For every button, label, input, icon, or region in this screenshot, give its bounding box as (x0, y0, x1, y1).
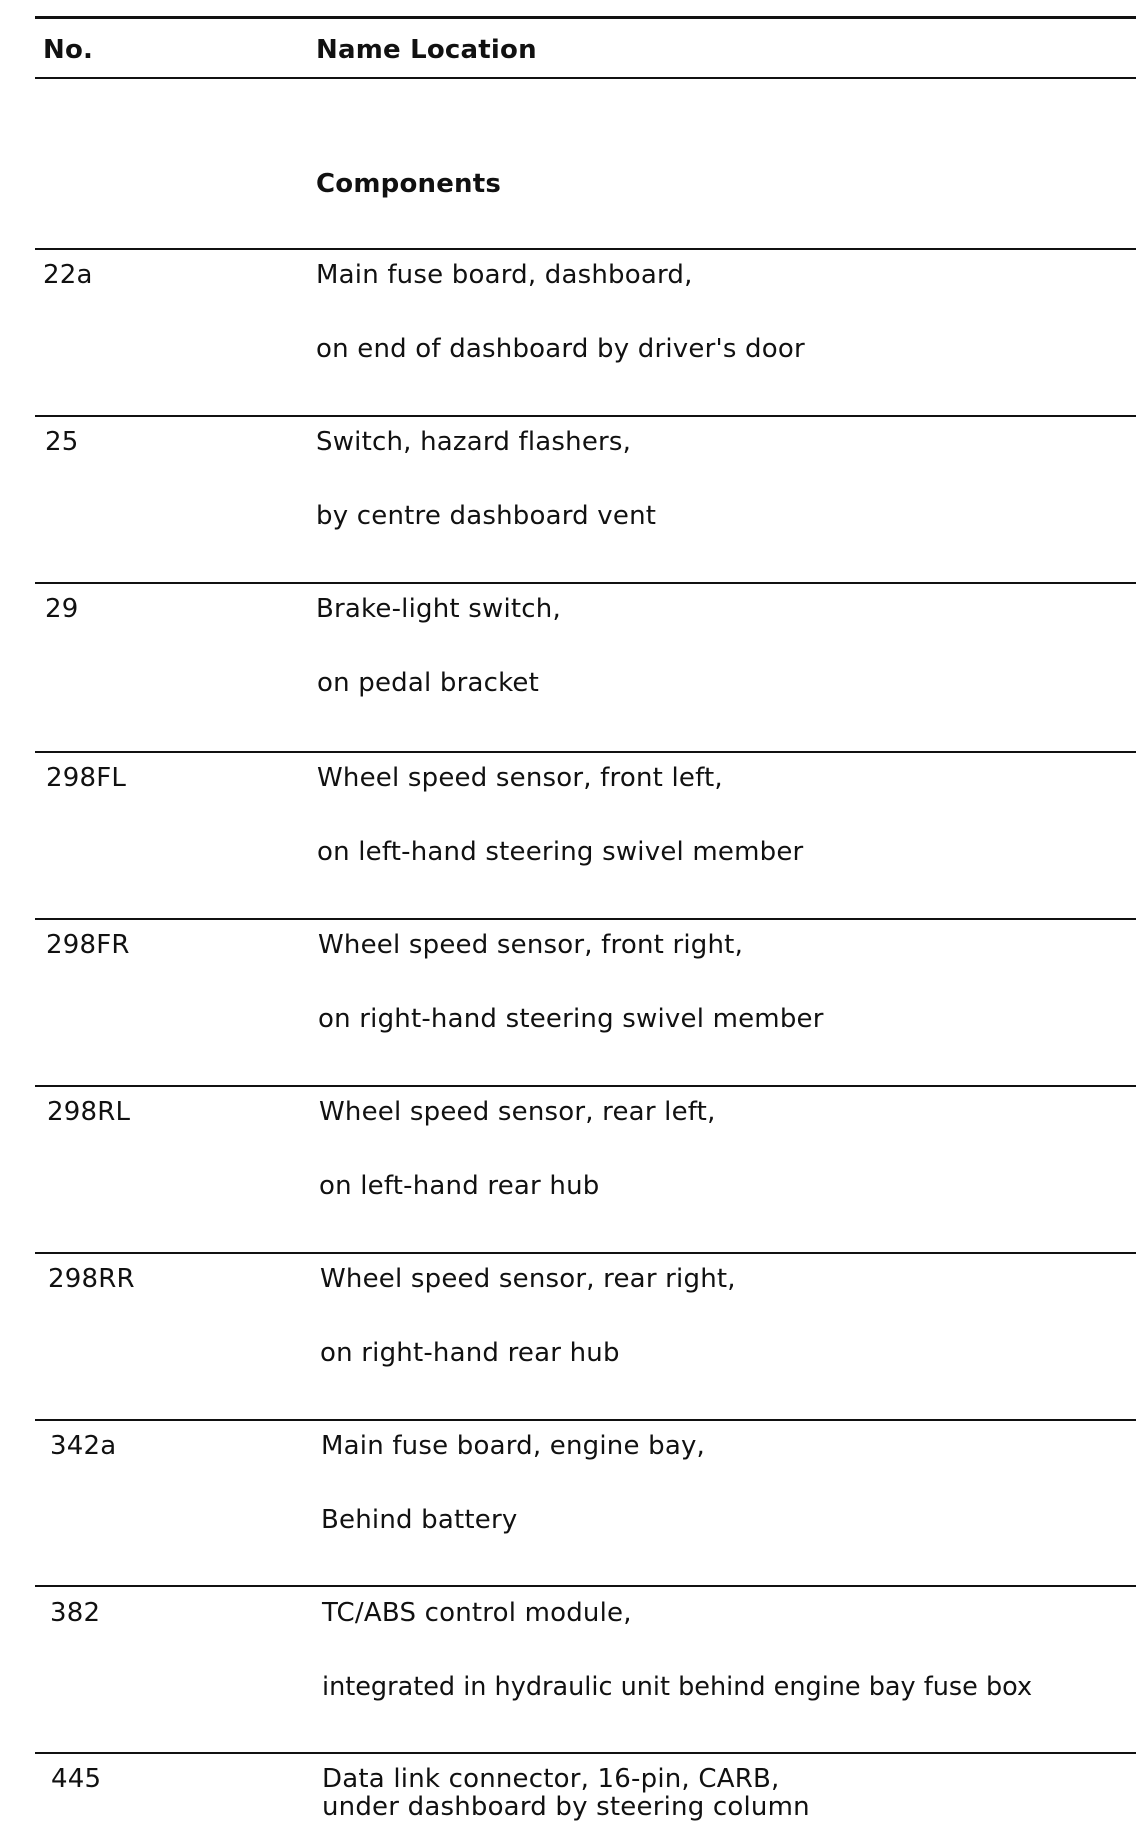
row-number: 29 (45, 594, 79, 624)
row-divider (35, 248, 1136, 250)
row-number: 22a (43, 260, 93, 290)
row-name: Wheel speed sensor, front right, (318, 930, 744, 960)
row-name: Switch, hazard flashers, (316, 427, 632, 457)
row-divider (35, 1419, 1136, 1421)
row-number: 25 (45, 427, 79, 457)
row-name: Brake-light switch, (316, 594, 561, 624)
row-number: 298FL (46, 763, 127, 793)
row-location: by centre dashboard vent (316, 501, 657, 531)
row-number: 382 (50, 1598, 101, 1628)
row-divider (35, 415, 1136, 417)
row-name: Wheel speed sensor, rear right, (320, 1264, 736, 1294)
row-name: TC/ABS control module, (322, 1598, 632, 1628)
row-location: on pedal bracket (317, 668, 540, 698)
row-divider (35, 1752, 1136, 1754)
row-location: on left-hand rear hub (319, 1171, 600, 1201)
row-name: Wheel speed sensor, front left, (317, 763, 723, 793)
row-divider (35, 1085, 1136, 1087)
row-location: integrated in hydraulic unit behind engine bay fuse box (322, 1672, 1033, 1702)
row-number: 298RR (48, 1264, 135, 1294)
header-name-location: Name Location (316, 35, 537, 65)
row-divider (35, 1585, 1136, 1587)
row-name: Wheel speed sensor, rear left, (319, 1097, 716, 1127)
row-location: on end of dashboard by driver's door (316, 334, 805, 364)
row-name: Main fuse board, engine bay, (321, 1431, 706, 1461)
header-bottom-rule (35, 77, 1136, 79)
table-top-rule (35, 16, 1136, 19)
row-location: on right-hand steering swivel member (318, 1004, 824, 1034)
row-location: on left-hand steering swivel member (317, 837, 804, 867)
row-divider (35, 918, 1136, 920)
row-number: 445 (51, 1764, 102, 1794)
header-no: No. (43, 35, 94, 65)
row-number: 298RL (47, 1097, 131, 1127)
row-location: Behind battery (321, 1505, 518, 1535)
row-location: under dashboard by steering column (322, 1792, 810, 1822)
row-name: Data link connector, 16-pin, CARB, (322, 1764, 780, 1794)
row-location: on right-hand rear hub (320, 1338, 620, 1368)
section-title: Components (316, 169, 502, 199)
row-divider (35, 1252, 1136, 1254)
row-number: 342a (50, 1431, 117, 1461)
row-number: 298FR (46, 930, 130, 960)
row-divider (35, 582, 1136, 584)
row-divider (35, 751, 1136, 753)
row-name: Main fuse board, dashboard, (316, 260, 693, 290)
